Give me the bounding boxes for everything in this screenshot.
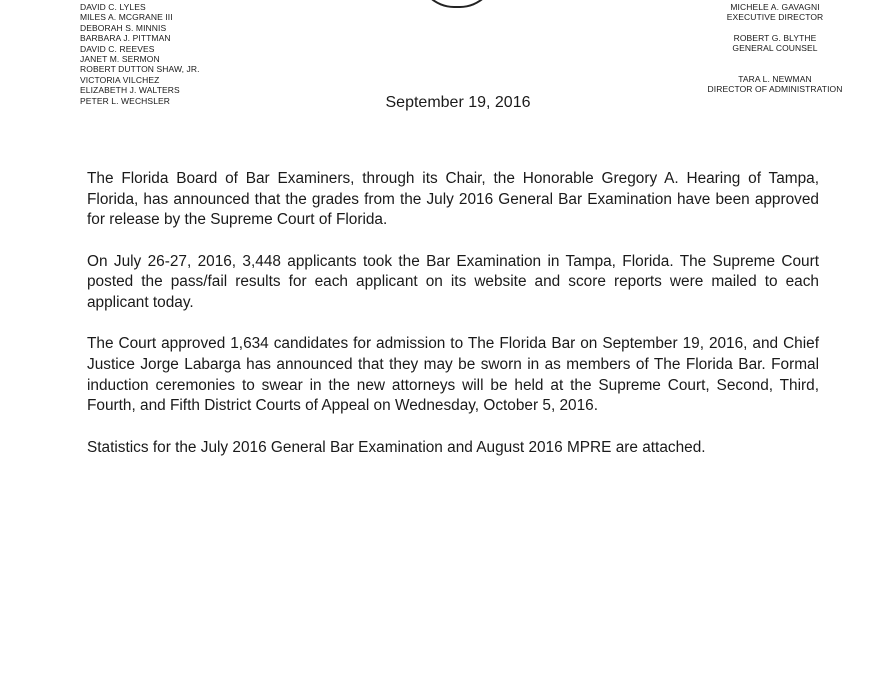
paragraph-admission: The Court approved 1,634 candidates for admission to The Florida Bar on September 19, 2016, and Chief Justice Jorge Labarga has announced that they may be sworn in as members of The Florida Bar. Formal induction ceremonies to swear in the new attorneys will be held at the Supreme Court, Second, Third, Fourth, and Fifth District Courts of Appeal on Wednesday, October 5, 2016. <box>87 335 819 415</box>
board-member: PETER L. WECHSLER <box>80 95 171 106</box>
letter-body <box>87 169 819 479</box>
paragraph-applicants: On July 26-27, 2016, 3,448 applicants took the Bar Examination in Tampa, Florida. The Supreme Court posted the pass/fail results for each applicant on its website and score reports were mailed to each applicant today. <box>87 252 819 312</box>
board-member: DAVID C. REEVES <box>80 43 155 54</box>
officer-director-of-administration <box>690 74 860 95</box>
board-member-list <box>80 2 200 106</box>
officer-title: GENERAL COUNSEL <box>732 43 818 54</box>
officer-title: EXECUTIVE DIRECTOR <box>726 12 824 23</box>
board-seal-icon <box>418 0 496 8</box>
officer-title: DIRECTOR OF ADMINISTRATION <box>707 84 843 95</box>
officer-executive-director <box>690 2 860 23</box>
board-member: VICTORIA VILCHEZ <box>80 74 160 85</box>
board-member: ELIZABETH J. WALTERS <box>80 85 180 96</box>
officer-name: MICHELE A. GAVAGNI <box>730 2 820 12</box>
letter-date: September 19, 2016 <box>385 94 531 111</box>
officer-name: ROBERT G. BLYTHE <box>733 32 817 43</box>
paragraph-statistics: Statistics for the July 2016 General Bar Examination and August 2016 MPRE are attached. <box>87 438 706 456</box>
board-member: ROBERT DUTTON SHAW, JR. <box>80 64 200 75</box>
officer-general-counsel <box>690 33 860 54</box>
paragraph-grades-approved: The Florida Board of Bar Examiners, through its Chair, the Honorable Gregory A. Hearing of Tampa, Florida, has announced that the grades from the July 2016 General Bar Examination have been approved for release by the Supreme Court of Florida. <box>87 170 819 229</box>
board-member: JANET M. SERMON <box>80 54 160 65</box>
board-member: DEBORAH S. MINNIS <box>80 22 167 33</box>
officer-name: TARA L. NEWMAN <box>738 73 812 84</box>
board-member: MILES A. MCGRANE III <box>80 12 173 23</box>
officer-list <box>690 2 860 94</box>
board-member: DAVID C. LYLES <box>80 2 146 12</box>
board-member: BARBARA J. PITTMAN <box>80 33 171 44</box>
